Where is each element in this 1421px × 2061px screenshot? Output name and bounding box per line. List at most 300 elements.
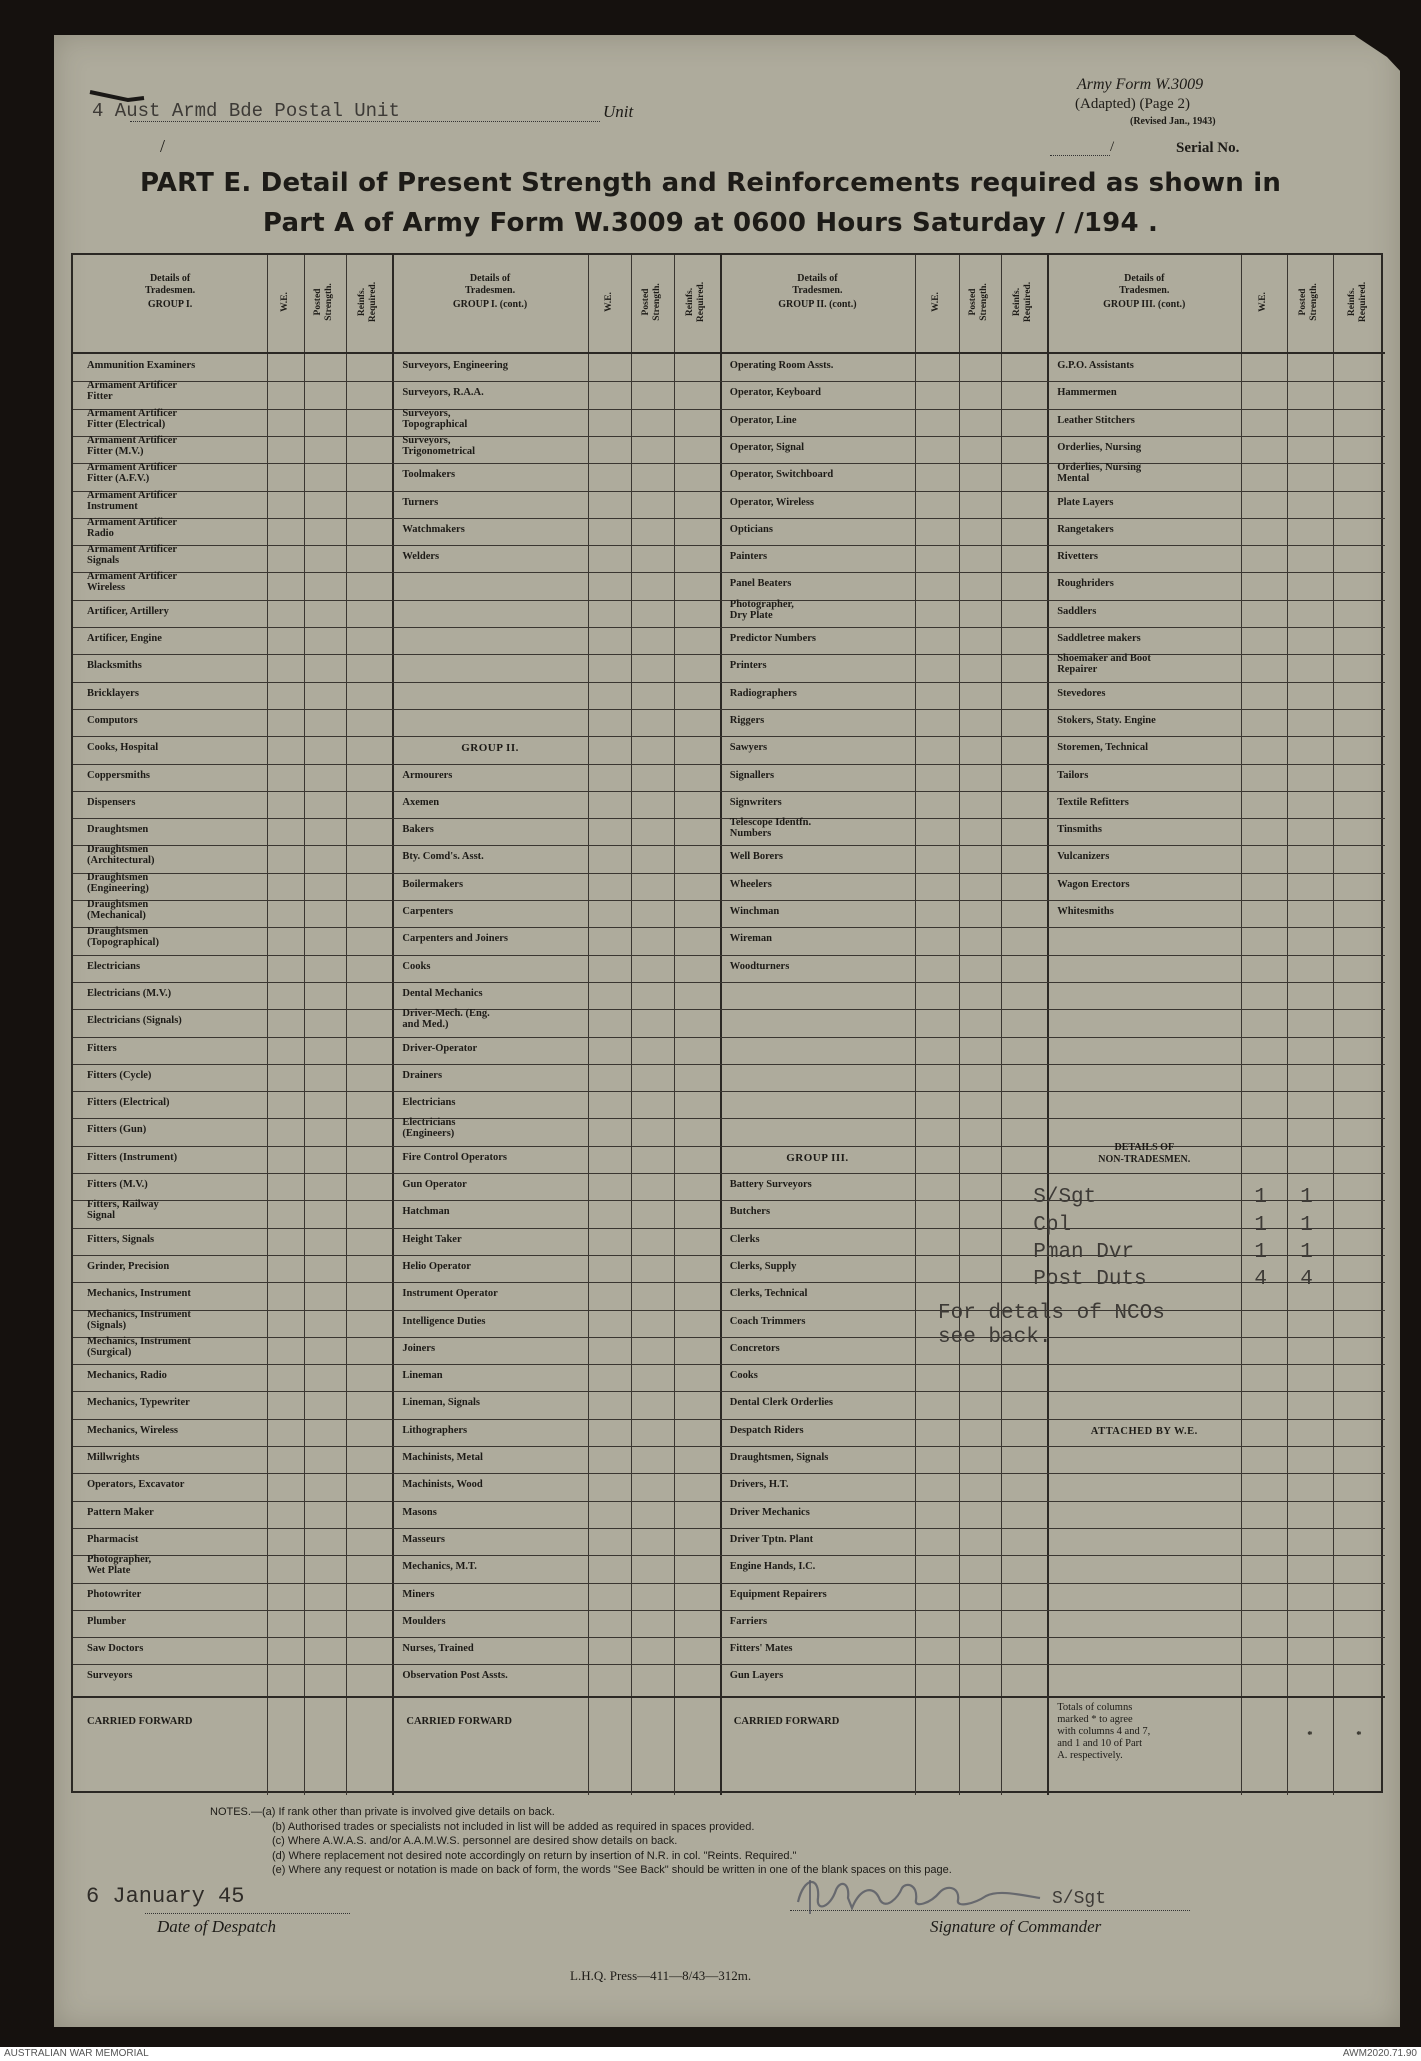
trade-name-line: Mechanics, Instrument	[87, 1308, 191, 1320]
trade-name-line: Bricklayers	[87, 687, 139, 699]
trade-name	[402, 1643, 473, 1654]
trade-name-line: Roughriders	[1057, 578, 1114, 590]
trade-name-line: Pattern Maker	[87, 1506, 154, 1518]
trade-name-line: Saddlers	[1057, 605, 1097, 617]
totals-note-line: A. respectively.	[1057, 1749, 1123, 1761]
trade-name	[730, 524, 773, 535]
trade-name	[87, 462, 177, 484]
trade-name-line: Armament Artificer	[87, 434, 178, 446]
trade-name-line: Wireless	[87, 582, 126, 594]
row-rule	[73, 1555, 1385, 1556]
reinfs-required-column-header-line: Reinfs.	[1012, 287, 1023, 316]
grid-vertical-rule	[1047, 255, 1049, 1795]
grid-vertical-rule	[588, 255, 589, 1795]
group-heading: GROUP II. (cont.)	[778, 299, 857, 310]
trade-name	[87, 715, 138, 726]
trade-name	[730, 497, 814, 508]
trade-name	[87, 1670, 133, 1681]
reinfs-required-column-header-line: Required.	[1358, 281, 1369, 322]
total-marker-posted: *	[1307, 1729, 1313, 1741]
non-tradesman-we: 1	[1254, 1213, 1267, 1237]
trade-name-line: Orderlies, Nursing	[1057, 462, 1142, 474]
trade-name	[87, 1616, 126, 1627]
row-rule	[73, 1583, 1385, 1584]
trade-name-line: Printers	[729, 660, 767, 672]
trade-name	[87, 517, 177, 539]
trade-name-line: Blacksmiths	[87, 660, 142, 672]
trade-name	[730, 415, 797, 426]
trade-name	[730, 1316, 806, 1327]
trade-name	[1057, 442, 1141, 453]
trade-name-line: Cooks	[402, 960, 431, 972]
trade-name-line: Clerks	[729, 1233, 760, 1245]
trade-name	[730, 1589, 827, 1600]
grid-vertical-rule	[915, 255, 916, 1795]
trade-name	[87, 660, 142, 671]
trade-name	[87, 435, 177, 457]
trade-name	[87, 571, 177, 593]
non-tradesmen-heading	[1047, 1142, 1241, 1166]
trade-name	[87, 1152, 177, 1163]
trade-name-line: Welders	[402, 551, 440, 563]
trade-name	[402, 1097, 455, 1108]
row-rule	[73, 572, 1385, 573]
trade-name	[402, 1152, 507, 1163]
trade-name	[402, 1452, 483, 1463]
trade-name-line: Machinists, Metal	[402, 1452, 483, 1463]
trade-name-line: (Topographical)	[87, 937, 159, 949]
row-rule	[73, 1501, 1385, 1502]
trade-name	[87, 1179, 148, 1190]
trade-name-line: Dispensers	[87, 796, 136, 808]
trade-name-line: Whitesmiths	[1057, 906, 1114, 917]
trade-name-line: Armament Artificer	[87, 489, 178, 501]
trade-name-line: Boilermakers	[402, 878, 464, 890]
trade-name	[87, 1479, 184, 1490]
trade-name-line: Electricians (Signals)	[87, 1015, 182, 1027]
non-tradesman-we: 1	[1254, 1240, 1267, 1264]
trade-name	[1057, 742, 1148, 753]
trade-name-line: Driver Mechanics	[729, 1506, 810, 1518]
trade-name	[730, 1397, 833, 1408]
non-tradesman-posted: 1	[1300, 1240, 1313, 1264]
trade-name-line: Drainers	[402, 1069, 443, 1081]
trade-name-line: Driver Tptn. Plant	[729, 1533, 814, 1545]
grid-vertical-rule	[631, 255, 632, 1795]
row-rule	[73, 518, 1385, 519]
trade-name	[402, 1316, 485, 1327]
trade-name-line: Surveyors,	[402, 407, 451, 419]
row-rule	[73, 1473, 1385, 1474]
grid-vertical-rule	[267, 255, 268, 1795]
attached-heading: ATTACHED BY W.E.	[1090, 1425, 1198, 1437]
trade-name	[730, 961, 790, 972]
trade-name-line: Leather Stitchers	[1057, 414, 1135, 426]
trade-name-line: Fitters, Signals	[87, 1233, 155, 1245]
trade-name	[402, 824, 434, 835]
trade-name-line: Storemen, Technical	[1057, 742, 1148, 754]
trade-name-line: Miners	[402, 1588, 435, 1600]
trade-name	[402, 770, 452, 781]
trade-name	[402, 1179, 466, 1190]
trade-name-line: Tailors	[1057, 769, 1089, 781]
trade-name-line: Numbers	[729, 828, 772, 840]
trade-name-line: Draughtsmen	[87, 899, 149, 910]
trade-name-line: Armament Artificer	[87, 544, 178, 556]
trade-name-line: Plumber	[87, 1615, 127, 1627]
trade-name-line: Surveyors, R.A.A.	[402, 387, 484, 399]
details-label-line2: Tradesmen.	[145, 285, 196, 296]
non-tradesmen-heading-line: NON-TRADESMEN.	[1098, 1153, 1191, 1165]
row-rule	[73, 436, 1385, 437]
row-rule	[73, 682, 1385, 683]
posted-strength-column-header-line: Strength.	[1309, 282, 1320, 321]
trade-name-line: Dental Mechanics	[402, 987, 483, 999]
ncos-note-line1: For detals of NCOs	[938, 1301, 1165, 1325]
trade-name-line: Tinsmiths	[1057, 824, 1102, 836]
trade-name-line: Surveyors	[87, 1670, 133, 1682]
grid-vertical-rule	[346, 255, 347, 1795]
trade-name-line: Fitters (Electrical)	[87, 1097, 170, 1109]
trade-name-line: Topographical	[402, 418, 468, 430]
trade-name-line: Equipment Repairers	[729, 1588, 827, 1600]
reinfs-required-column-header	[1347, 272, 1369, 332]
non-tradesmen-heading-line: DETAILS OF	[1114, 1141, 1175, 1153]
row-rule	[73, 1282, 1385, 1283]
pencil-tick: /	[160, 136, 166, 156]
trade-name-line: and Med.)	[402, 1019, 449, 1031]
trade-name-line: Dry Plate	[729, 609, 773, 621]
posted-strength-column-header-line: Posted	[968, 288, 978, 315]
column-header-details	[1047, 273, 1241, 311]
trade-name-line: Grinder, Precision	[87, 1260, 170, 1272]
row-rule	[73, 1664, 1385, 1665]
trade-name	[87, 1097, 170, 1108]
posted-strength-column-header-line: Strength.	[324, 282, 335, 321]
trade-name	[1057, 715, 1156, 726]
trade-name	[730, 469, 833, 480]
posted-strength-column-header-line: Posted	[640, 288, 651, 315]
trade-name	[87, 1643, 143, 1654]
trade-name	[730, 1561, 816, 1572]
trade-name	[1057, 578, 1114, 589]
trade-name-line: Cooks	[729, 1370, 758, 1382]
trade-name-line: Vulcanizers	[1057, 851, 1110, 863]
trade-name	[402, 497, 438, 508]
trade-name-line: Bakers	[402, 824, 434, 836]
row-rule	[73, 1391, 1385, 1392]
trade-name-line: Painters	[729, 551, 768, 563]
details-label-line2: Tradesmen.	[464, 285, 516, 296]
row-rule	[73, 982, 1385, 983]
trade-name-line: Battery Surveyors	[729, 1179, 812, 1190]
trade-name	[730, 660, 767, 671]
row-rule	[73, 900, 1385, 901]
trade-name-line: Concretors	[729, 1342, 780, 1354]
note-line: (c) Where A.W.A.S. and/or A.A.M.W.S. personnel are desired show details on back.	[272, 1835, 678, 1847]
details-label-line1: Details of	[797, 273, 838, 284]
row-rule	[73, 1528, 1385, 1529]
trade-name	[1057, 415, 1135, 426]
trade-name-line: Instrument	[87, 500, 138, 512]
trade-name-line: Draughtsmen, Signals	[729, 1452, 829, 1463]
row-rule	[73, 1310, 1385, 1311]
carried-forward-label: CARRIED FORWARD	[87, 1715, 193, 1727]
we-column-header-line: W.E.	[279, 291, 290, 312]
row-rule	[73, 1118, 1385, 1119]
trade-name-line: Mechanics, Instrument	[87, 1288, 191, 1300]
trade-name-line: (Engineering)	[87, 882, 149, 894]
signature-rank-typed: S/Sgt	[1052, 1889, 1107, 1909]
unit-underline	[130, 121, 600, 122]
trade-name-line: Orderlies, Nursing	[1057, 441, 1142, 453]
trade-name	[402, 469, 455, 480]
trade-name-line: Draughtsmen	[87, 926, 149, 938]
unit-number-strike-mark	[88, 86, 148, 110]
trade-name	[1057, 879, 1129, 890]
trade-name	[1057, 653, 1151, 675]
trade-name	[730, 1479, 789, 1490]
trade-name	[730, 851, 783, 862]
trade-name-line: Textile Refitters	[1057, 796, 1129, 808]
trade-name-line: Hammermen	[1057, 387, 1117, 399]
grid-vertical-rule	[959, 255, 960, 1795]
trade-name-line: Mechanics, Instrument	[87, 1335, 191, 1347]
posted-strength-column-header	[968, 272, 990, 332]
trade-name	[1057, 387, 1116, 398]
trade-name-line: Toolmakers	[402, 469, 456, 481]
trade-name	[87, 1288, 191, 1299]
trade-name-line: Lithographers	[402, 1424, 468, 1436]
trade-name	[402, 1397, 480, 1408]
trade-name-line: Moulders	[402, 1615, 446, 1627]
trade-name	[730, 715, 764, 726]
posted-strength-column-header-line: Strength.	[979, 282, 989, 321]
trade-name	[87, 1199, 159, 1221]
trade-name-line: Fire Control Operators	[402, 1151, 507, 1163]
trade-name-line: Operator, Switchboard	[729, 469, 834, 481]
trade-name	[1057, 524, 1114, 535]
row-rule	[73, 764, 1385, 765]
serial-slash: /	[1110, 139, 1115, 155]
trade-name	[730, 1507, 810, 1518]
trade-name	[87, 1234, 154, 1245]
posted-strength-column-header	[641, 272, 663, 332]
trade-name	[402, 1288, 497, 1299]
trade-name	[402, 988, 482, 999]
trade-name-line: Operating Room Assts.	[729, 360, 834, 371]
form-number: Army Form W.3009	[1077, 76, 1204, 93]
trade-name-line: Sawyers	[729, 742, 768, 754]
trade-name-line: Cooks, Hospital	[87, 742, 159, 754]
trade-name-line: Signal	[87, 1210, 116, 1222]
trade-name	[87, 544, 177, 566]
trade-name-line: Surveyors,	[402, 434, 451, 446]
trade-name-line: Bty. Comd's. Asst.	[402, 851, 484, 863]
trade-name	[1057, 633, 1141, 644]
trade-name	[87, 1336, 191, 1358]
trade-name	[730, 599, 794, 621]
trade-name-line: Electricians (M.V.)	[87, 987, 172, 999]
trade-name	[87, 1554, 151, 1576]
posted-strength-column-header-line: Posted	[313, 288, 324, 315]
trade-name-line: Electricians	[402, 1097, 456, 1109]
trade-name-line: Fitters' Mates	[729, 1643, 793, 1655]
signature-underline	[790, 1910, 1190, 1911]
non-tradesman-rank: Post Duts	[1033, 1268, 1147, 1292]
row-rule	[73, 1200, 1385, 1201]
trade-name-line: Fitters (Instrument)	[87, 1151, 178, 1163]
we-column-header-line: W.E.	[603, 291, 614, 312]
trade-name	[402, 408, 467, 430]
trade-name-line: Farriers	[729, 1615, 768, 1627]
trade-name	[730, 906, 779, 917]
trade-name-line: Artificer, Artillery	[87, 605, 169, 617]
reinfs-required-column-header	[685, 272, 707, 332]
grid-vertical-rule	[304, 255, 305, 1795]
non-tradesman-we: 1	[1254, 1186, 1267, 1210]
non-tradesman-rank: Pman Dvr	[1033, 1240, 1135, 1264]
we-column-header	[280, 272, 291, 332]
trade-name-line: Wet Plate	[87, 1565, 131, 1577]
despatch-label: Date of Despatch	[157, 1917, 276, 1936]
carried-forward-label: CARRIED FORWARD	[406, 1715, 512, 1727]
trade-name-line: Masons	[402, 1506, 437, 1518]
trade-name	[1057, 606, 1096, 617]
trade-name-line: Engine Hands, I.C.	[729, 1561, 816, 1573]
trade-name-line: Fitters (M.V.)	[87, 1179, 148, 1190]
trade-name	[402, 933, 508, 944]
trade-name-line: Signals	[87, 555, 120, 567]
trade-name-line: Carpenters and Joiners	[402, 933, 508, 945]
trade-name-line: Mechanics, Radio	[87, 1370, 167, 1382]
note-line: (b) Authorised trades or specialists not included in list will be added as required in spaces provided.	[272, 1820, 755, 1833]
trade-name	[402, 1616, 445, 1627]
trade-name-line: Trigonometrical	[402, 445, 476, 457]
trade-name-line: Fitter	[87, 391, 113, 403]
trade-name	[1057, 851, 1109, 862]
trade-name	[402, 435, 475, 457]
trade-name-line: Wagon Erectors	[1057, 878, 1130, 890]
column-header-details	[720, 273, 915, 311]
trade-name-line: Clerks, Technical	[729, 1288, 808, 1300]
trade-name	[87, 797, 135, 808]
trade-name-line: Armourers	[402, 769, 453, 781]
form-adapted: (Adapted) (Page 2)	[1075, 96, 1190, 112]
row-rule	[73, 1610, 1385, 1611]
trade-name	[730, 633, 816, 644]
trade-name	[87, 1070, 151, 1081]
trade-name	[730, 817, 811, 839]
trade-name-line: Fitters	[87, 1042, 117, 1054]
trade-name-line: Panel Beaters	[729, 578, 792, 590]
group-heading: GROUP III. (cont.)	[1103, 299, 1186, 310]
trade-name	[87, 961, 140, 972]
trade-name-line: (Signals)	[87, 1319, 127, 1331]
trade-name	[402, 1008, 489, 1030]
trade-name-line: Plate Layers	[1057, 496, 1114, 508]
trade-name-line: Operator, Wireless	[729, 496, 814, 508]
grid-vertical-rule	[674, 255, 675, 1795]
trade-name-line: Nurses, Trained	[402, 1643, 474, 1655]
form-revised: (Revised Jan., 1943)	[1130, 116, 1216, 127]
trade-name-line: Helio Operator	[402, 1260, 471, 1272]
totals-note-line: marked * to agree	[1057, 1713, 1133, 1725]
trade-name-line: Mechanics, Typewriter	[87, 1397, 190, 1409]
trade-name-line: Operator, Signal	[729, 441, 805, 453]
trade-name-line: Joiners	[402, 1342, 436, 1354]
trade-name-line: (Engineers)	[402, 1128, 455, 1140]
trade-name-line: Mechanics, M.T.	[402, 1561, 477, 1573]
trade-name-line: Lineman, Signals	[402, 1397, 480, 1409]
trade-name-line: Coppersmiths	[87, 769, 151, 781]
archive-accession: AWM2020.71.90	[1342, 2048, 1417, 2059]
trade-name-line: Stevedores	[1057, 687, 1106, 699]
trade-name-line: (Surgical)	[87, 1346, 132, 1358]
trade-name	[87, 1534, 138, 1545]
trade-name	[730, 1179, 812, 1190]
trade-name-line: Draughtsmen	[87, 844, 149, 856]
trade-name-line: Radiographers	[729, 687, 797, 699]
trade-name-line: Well Borers	[729, 851, 783, 863]
reinfs-required-column-header	[357, 272, 379, 332]
header-rule	[73, 352, 1385, 354]
trade-name-line: Signallers	[729, 769, 775, 781]
trade-name-line: Fitters, Railway	[87, 1199, 159, 1211]
trade-name	[87, 1261, 169, 1272]
trade-name-line: Fitter (M.V.)	[87, 445, 144, 457]
trade-name	[87, 408, 177, 430]
trade-name-line: Fitter (A.F.V.)	[87, 473, 150, 485]
trade-name-line: Millwrights	[87, 1452, 140, 1463]
trade-name	[1057, 360, 1134, 371]
trade-name-line: Hatchman	[402, 1206, 450, 1218]
commander-signature	[790, 1868, 1050, 1920]
reinfs-required-column-header-line: Required.	[1023, 281, 1034, 322]
details-label-line2: Tradesmen.	[1119, 285, 1170, 296]
trade-name	[87, 770, 150, 781]
row-rule	[73, 1091, 1385, 1092]
note-line: NOTES.—(a) If rank other than private is involved give details on back.	[210, 1806, 555, 1818]
trade-name-line: Winchman	[729, 906, 780, 917]
trade-name	[730, 933, 772, 944]
footer-rule	[73, 1696, 1385, 1698]
trade-name	[87, 1370, 167, 1381]
row-rule	[73, 873, 1385, 874]
trade-name-line: Intelligence Duties	[402, 1315, 486, 1327]
trade-name	[730, 387, 821, 398]
trade-name	[87, 1124, 146, 1135]
trade-name	[402, 1261, 471, 1272]
trade-name-line: Butchers	[729, 1206, 771, 1218]
group-heading: GROUP I.	[147, 299, 193, 310]
trade-name	[87, 1589, 141, 1600]
trade-name-line: Stokers, Staty. Engine	[1057, 714, 1156, 726]
trade-name	[730, 1534, 813, 1545]
trade-name-line: Coach Trimmers	[729, 1315, 806, 1327]
trade-name-line: Fitter (Electrical)	[87, 418, 166, 430]
trade-name	[730, 879, 772, 890]
total-marker-reinfs: *	[1356, 1729, 1362, 1741]
trade-name	[87, 1507, 154, 1518]
trade-name	[87, 872, 149, 894]
trade-name-line: Masseurs	[402, 1533, 445, 1545]
trade-name	[730, 770, 774, 781]
trade-name	[87, 988, 171, 999]
ncos-note-line2: see back.	[938, 1325, 1052, 1349]
trade-name	[402, 797, 439, 808]
non-tradesman-we: 4	[1254, 1268, 1267, 1292]
